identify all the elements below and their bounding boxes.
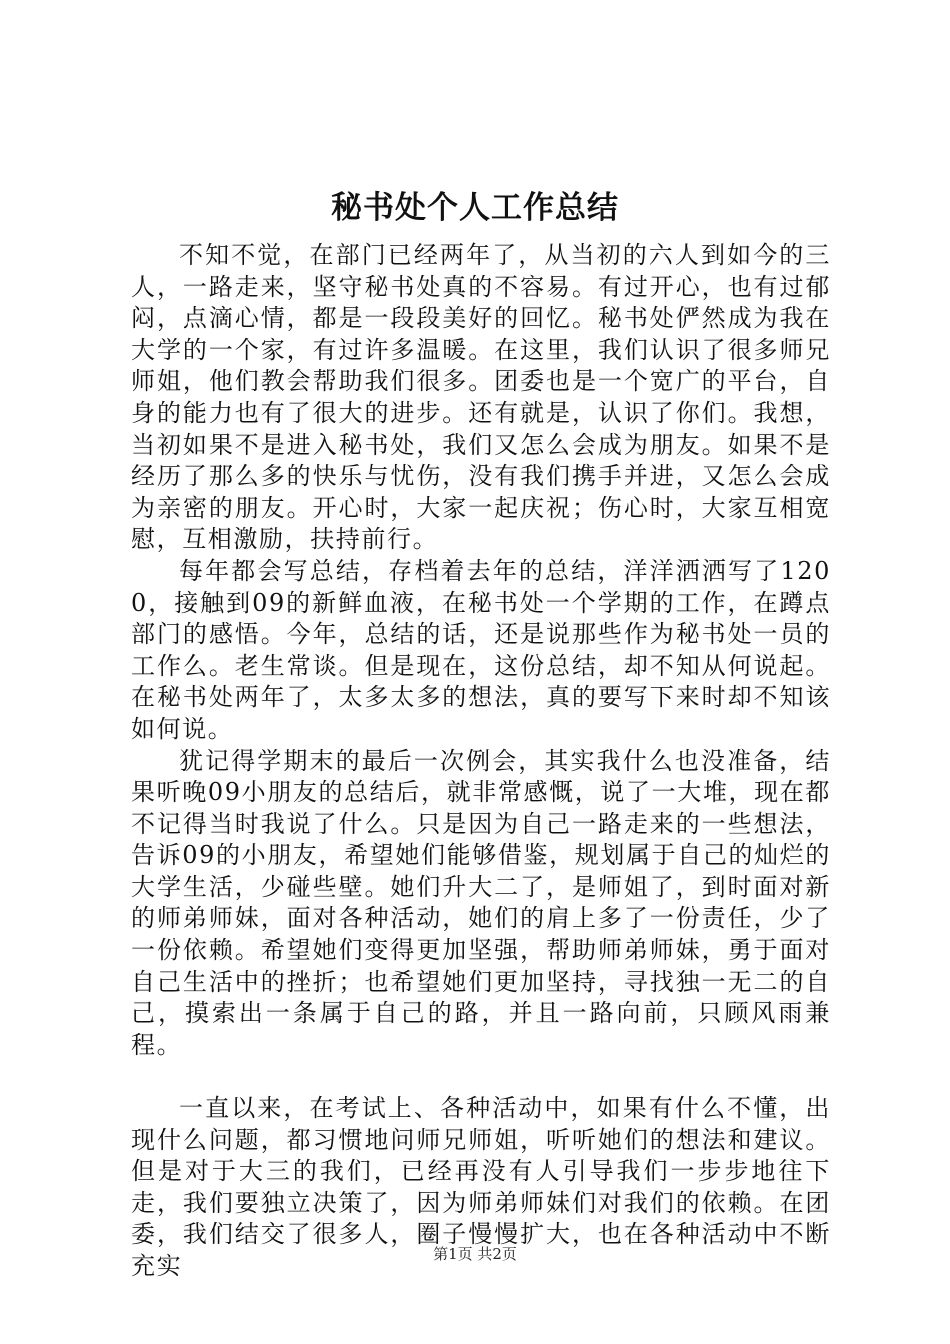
page-footer: 第1页 共2页	[433, 1245, 517, 1263]
paragraph-2: 每年都会写总结，存档着去年的总结，洋洋洒洒写了1200，接触到09的新鲜血液，在秘书处一个学期的工作，在蹲点部门的感悟。今年，总结的话，还是说那些作为秘书处一员的工作么。老生常谈。但是现在，这份总结，却不知从何说起。在秘书处两年了，太多太多的想法，真的要写下来时却不知该如何说。	[131, 556, 831, 743]
document-title: 秘书处个人工作总结	[331, 190, 619, 226]
paragraph-3: 犹记得学期末的最后一次例会，其实我什么也没准备，结果听晚09小朋友的总结后，就非常感慨，说了一大堆，现在都不记得当时我说了什么。只是因为自己一路走来的一些想法，告诉09的小朋友，希望她们能够借鉴，规划属于自己的灿烂的大学生活，少碰些壁。她们升大二了，是师姐了，到时面对新的师弟师妹，面对各种活动，她们的肩上多了一份责任，少了一份依赖。希望她们变得更加坚强，帮助师弟师妹，勇于面对自己生活中的挫折；也希望她们更加坚持，寻找独一无二的自己，摸索出一条属于自己的路，并且一路向前，只顾风雨兼程。	[131, 746, 831, 1059]
paragraph-1: 不知不觉，在部门已经两年了，从当初的六人到如今的三人，一路走来，坚守秘书处真的不容易。有过开心，也有过郁闷，点滴心情，都是一段段美好的回忆。秘书处俨然成为我在大学的一个家，有过许多温暖。在这里，我们认识了很多师兄师姐，他们教会帮助我们很多。团委也是一个宽广的平台，自身的能力也有了很大的进步。还有就是，认识了你们。我想，当初如果不是进入秘书处，我们又怎么会成为朋友。如果不是经历了那么多的快乐与忧伤，没有我们携手并进，又怎么会成为亲密的朋友。开心时，大家一起庆祝；伤心时，大家互相宽慰，互相激励，扶持前行。	[131, 241, 831, 554]
document-body	[131, 240, 831, 1283]
paragraph-4: 一直以来，在考试上、各种活动中，如果有什么不懂，出现什么问题，都习惯地问师兄师姐，听听她们的想法和建议。但是对于大三的我们，已经再没有人引导我们一步步地往下走，我们要独立决策了，因为师弟师妹们对我们的依赖。在团委，我们结交了很多人，圈子慢慢扩大，也在各种活动中不断充实	[131, 1094, 831, 1280]
